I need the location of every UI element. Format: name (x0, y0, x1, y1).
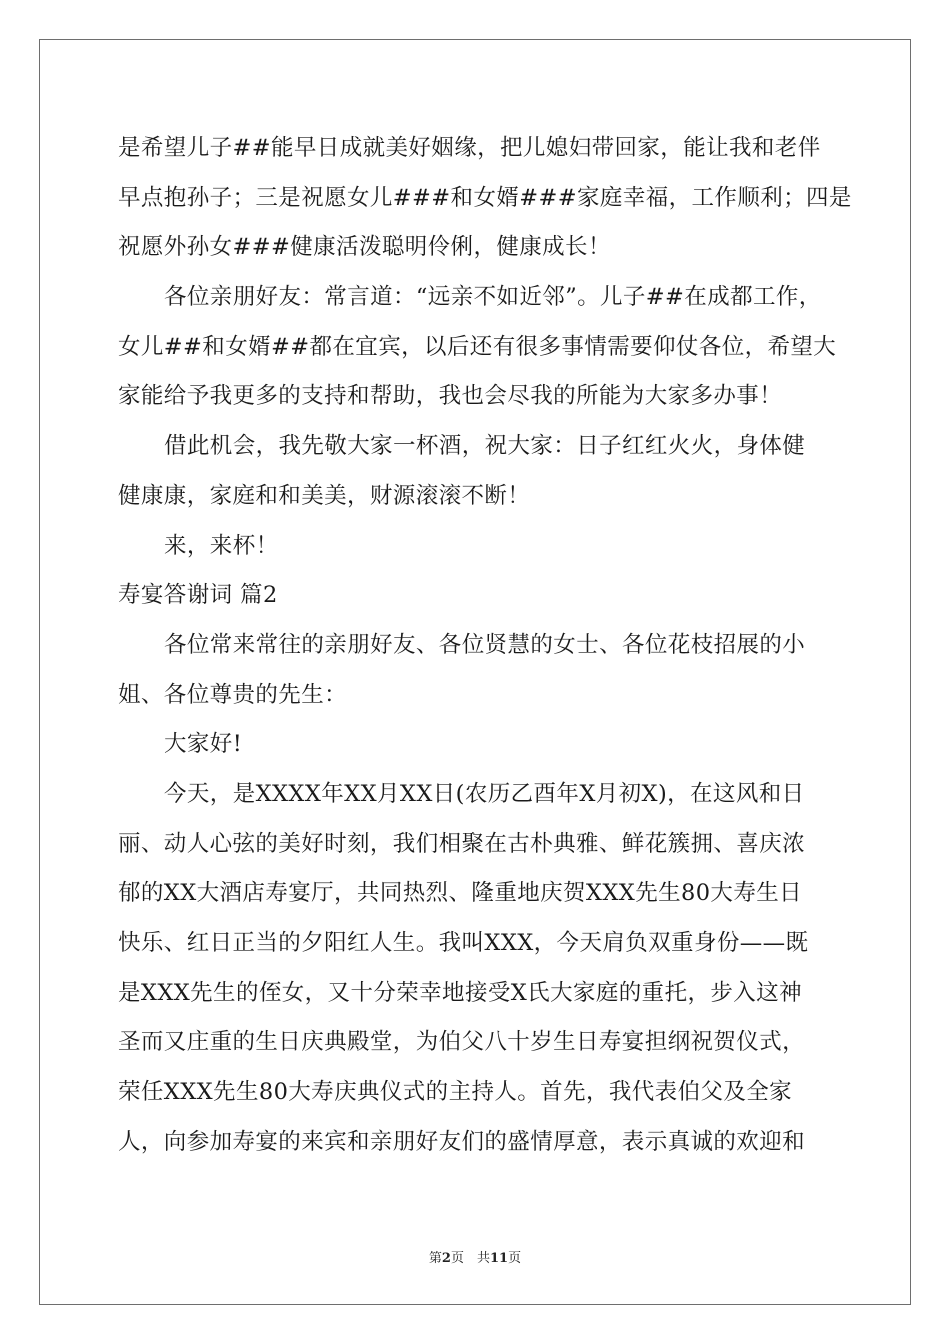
footer-prefix: 第 (428, 1251, 442, 1266)
text-line: 借此机会，我先敬大家一杯酒，祝大家：日子红红火火，身体健 (164, 433, 806, 460)
current-page-number: 2 (441, 1251, 451, 1266)
text-line: 寿宴答谢词 篇2 (118, 582, 278, 609)
text-line: 健康康，家庭和和美美，财源滚滚不断！ (118, 482, 531, 509)
footer-suffix: 页 (508, 1251, 522, 1266)
text-line: 各位亲朋好友：常言道：“远亲不如近邻”。儿子##在成都工作， (164, 284, 822, 311)
page-footer (0, 1247, 950, 1266)
footer-middle: 页 共 (450, 1251, 490, 1266)
text-line: 今天，是XXXX年XX月XX日(农历乙酉年X月初X)，在这风和日 (164, 780, 805, 807)
text-line: 来，来杯！ (164, 532, 279, 559)
text-line: 丽、动人心弦的美好时刻，我们相聚在古朴典雅、鲜花簇拥、喜庆浓 (118, 830, 806, 857)
text-line: 是XXX先生的侄女，又十分荣幸地接受X氏大家庭的重托，步入这神 (118, 979, 802, 1006)
text-line: 人，向参加寿宴的来宾和亲朋好友们的盛情厚意，表示真诚的欢迎和 (118, 1128, 806, 1155)
text-line: 圣而又庄重的生日庆典殿堂，为伯父八十岁生日寿宴担纲祝贺仪式， (118, 1029, 806, 1056)
text-line: 女儿##和女婿##都在宜宾，以后还有很多事情需要仰仗各位，希望大 (118, 333, 837, 360)
text-line: 荣任XXX先生80大寿庆典仪式的主持人。首先，我代表伯父及全家 (118, 1079, 793, 1106)
total-page-count: 11 (489, 1251, 509, 1266)
text-line: 姐、各位尊贵的先生： (118, 681, 348, 708)
text-line: 早点抱孙子；三是祝愿女儿###和女婿###家庭幸福，工作顺利；四是 (118, 184, 852, 211)
text-line: 快乐、红日正当的夕阳红人生。我叫XXX，今天肩负双重身份——既 (118, 930, 809, 956)
text-line: 大家好! (164, 731, 243, 758)
text-line: 祝愿外孙女###健康活泼聪明伶俐，健康成长！ (118, 234, 611, 261)
text-line: 家能给予我更多的支持和帮助，我也会尽我的所能为大家多办事！ (118, 383, 783, 410)
text-line: 郁的XX大酒店寿宴厅，共同热烈、隆重地庆贺XXX先生80大寿生日 (118, 880, 803, 907)
document-body (118, 124, 852, 1167)
text-line: 各位常来常往的亲朋好友、各位贤慧的女士、各位花枝招展的小 (164, 631, 806, 658)
text-line: 是希望儿子##能早日成就美好姻缘，把儿媳妇带回家，能让我和老伴 (118, 135, 821, 161)
